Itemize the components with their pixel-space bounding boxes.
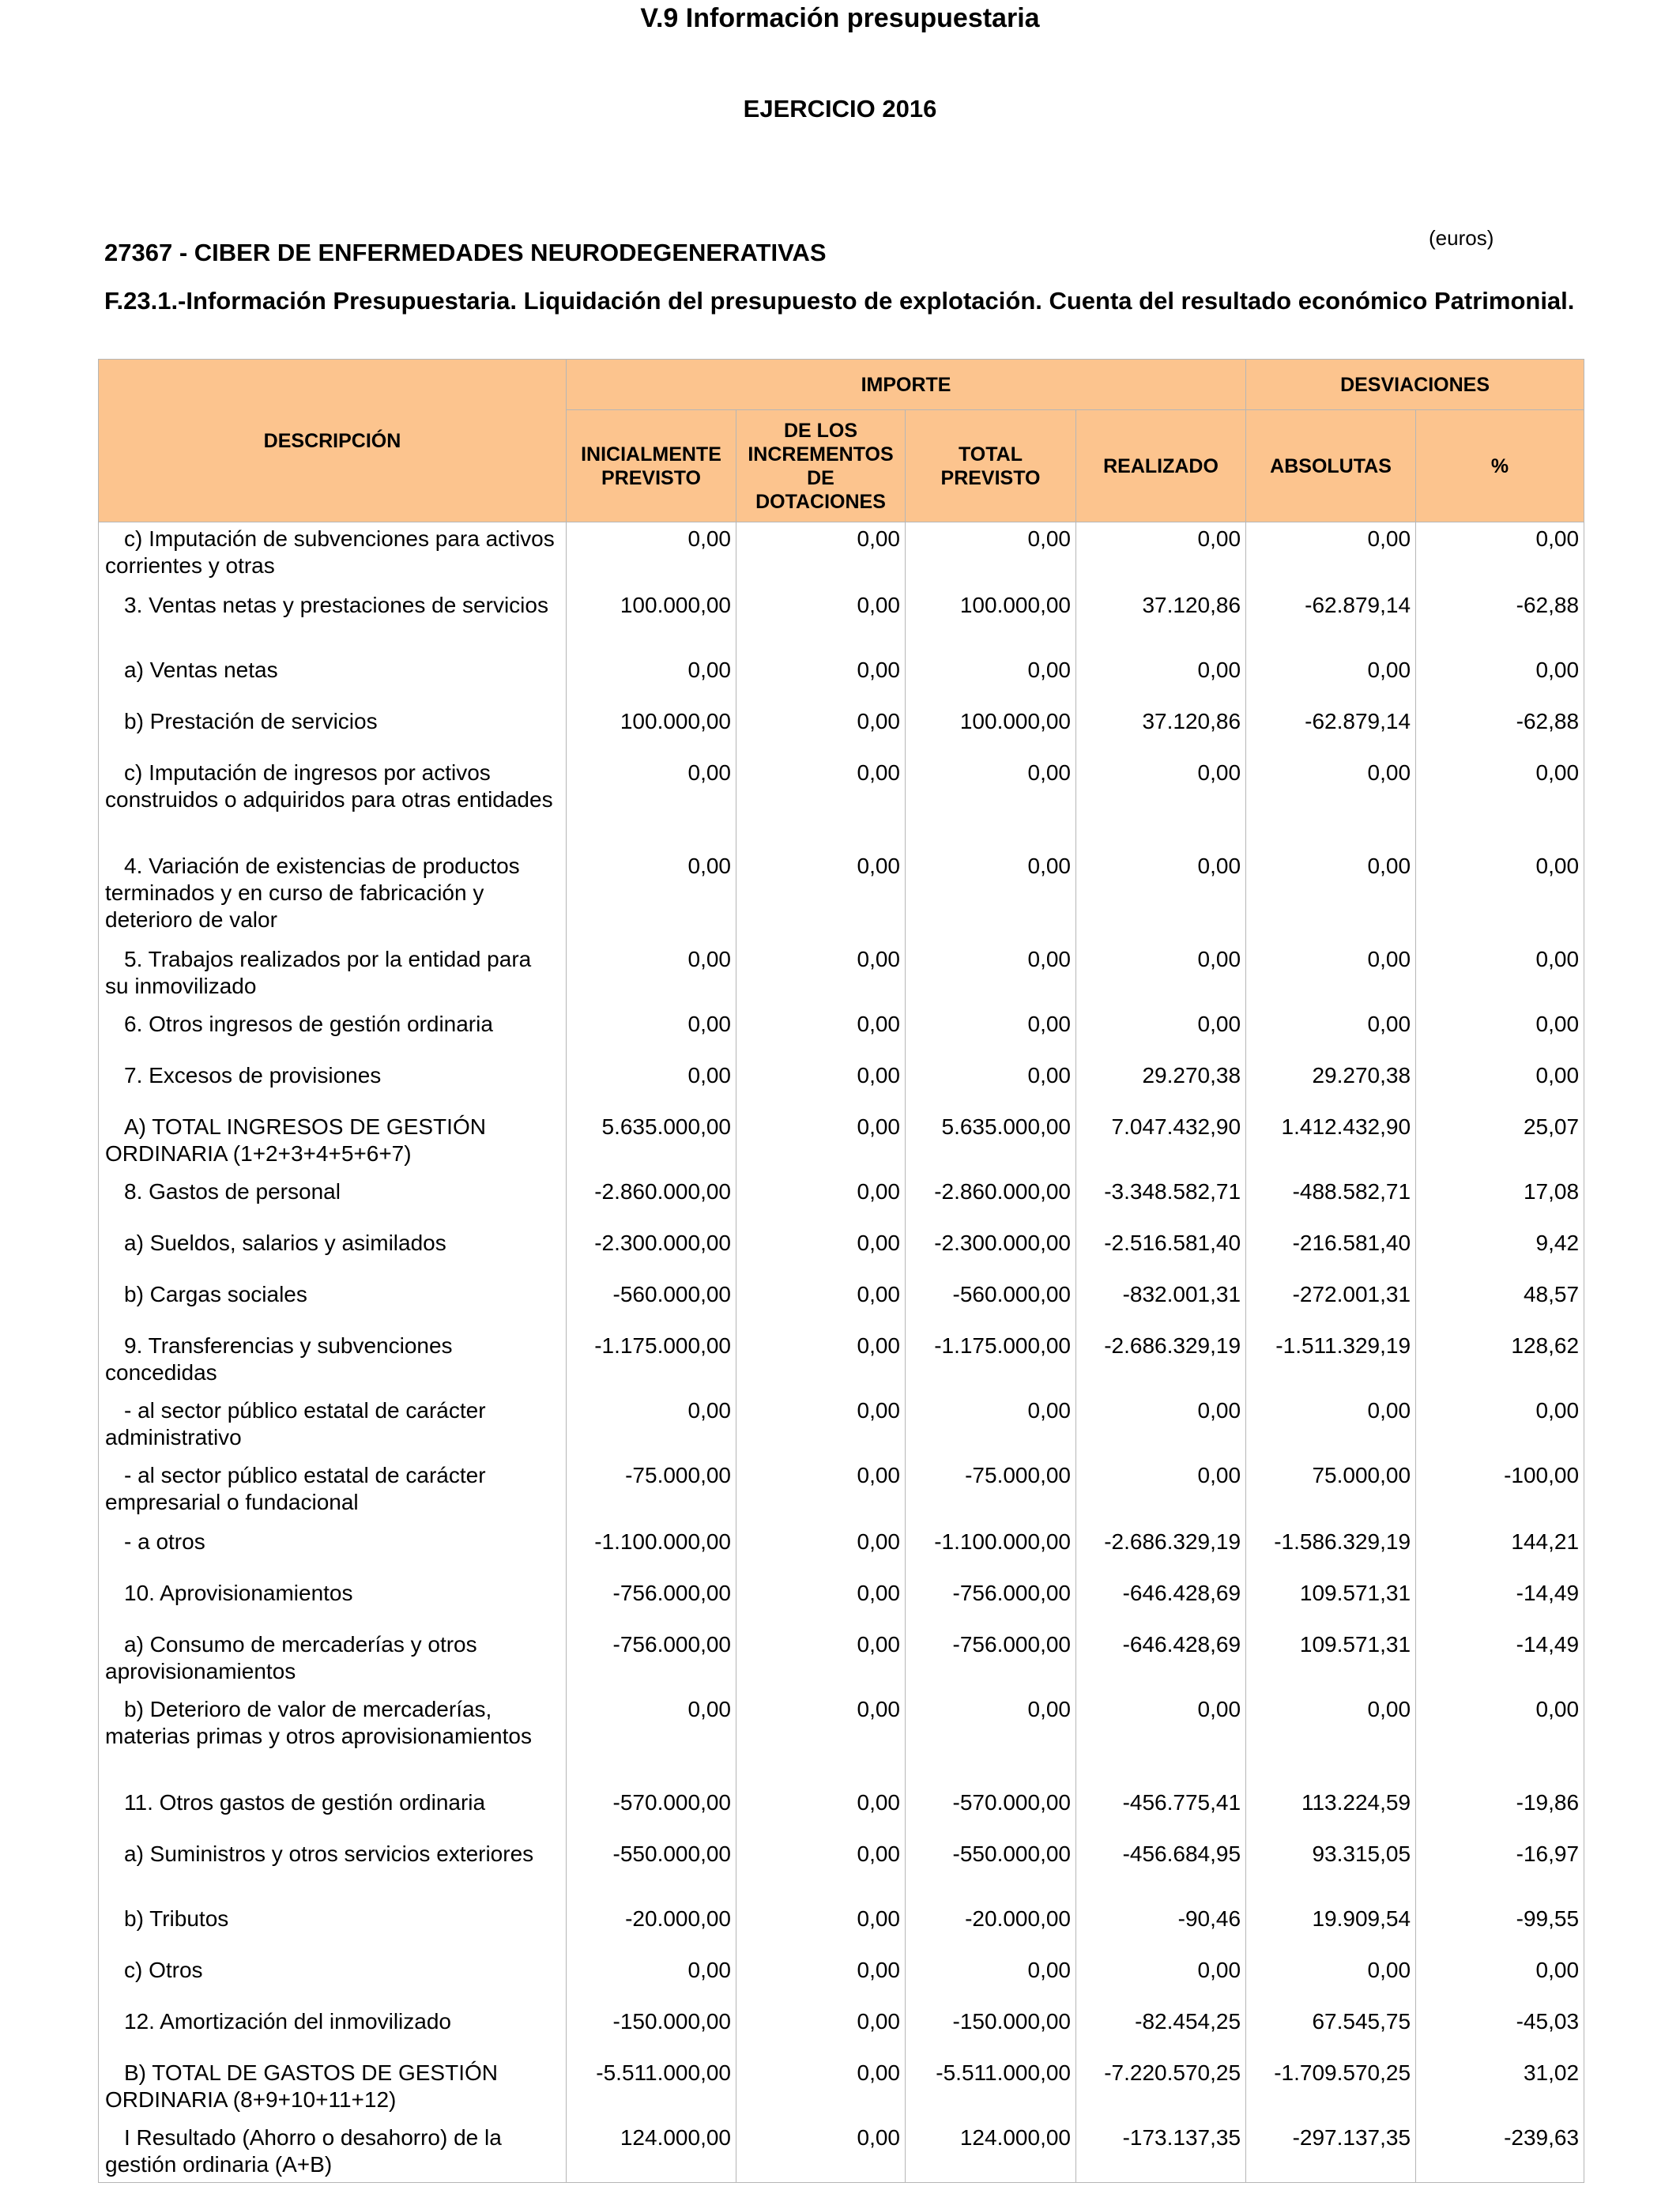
table-row bbox=[99, 1175, 1584, 1227]
cell-inicial: -2.300.000,00 bbox=[567, 1227, 736, 1278]
cell-realizado: 0,00 bbox=[1076, 943, 1246, 1008]
cell-absolutas: -1.586.329,19 bbox=[1246, 1525, 1416, 1577]
cell-pct: 0,00 bbox=[1416, 850, 1584, 943]
row-description: - al sector público estatal de carácter administrativo bbox=[99, 1394, 567, 1459]
cell-absolutas: -1.511.329,19 bbox=[1246, 1329, 1416, 1394]
cell-realizado: -2.686.329,19 bbox=[1076, 1525, 1246, 1577]
cell-absolutas: 67.545,75 bbox=[1246, 2005, 1416, 2056]
table-row bbox=[99, 756, 1584, 850]
cell-inicial: 100.000,00 bbox=[567, 589, 736, 654]
cell-absolutas: 109.571,31 bbox=[1246, 1577, 1416, 1628]
table-row bbox=[99, 1394, 1584, 1459]
cell-total: -75.000,00 bbox=[906, 1459, 1076, 1525]
cell-absolutas: -62.879,14 bbox=[1246, 705, 1416, 756]
cell-absolutas: 0,00 bbox=[1246, 1394, 1416, 1459]
cell-pct: 0,00 bbox=[1416, 1008, 1584, 1059]
cell-inicial: 0,00 bbox=[567, 1954, 736, 2005]
table-row bbox=[99, 1577, 1584, 1628]
cell-inicial: 124.000,00 bbox=[567, 2121, 736, 2183]
cell-inicial: -5.511.000,00 bbox=[567, 2056, 736, 2121]
cell-realizado: -82.454,25 bbox=[1076, 2005, 1246, 2056]
cell-inicial: 0,00 bbox=[567, 1008, 736, 1059]
col-header-realizado: REALIZADO bbox=[1076, 410, 1246, 522]
cell-pct: 144,21 bbox=[1416, 1525, 1584, 1577]
cell-inicial: 0,00 bbox=[567, 1059, 736, 1110]
table-row bbox=[99, 589, 1584, 654]
cell-absolutas: 0,00 bbox=[1246, 756, 1416, 850]
table-header bbox=[99, 360, 1584, 522]
row-description: - al sector público estatal de carácter empresarial o fundacional bbox=[99, 1459, 567, 1525]
cell-pct: 48,57 bbox=[1416, 1278, 1584, 1329]
cell-incrementos: 0,00 bbox=[736, 1628, 906, 1693]
cell-pct: -14,49 bbox=[1416, 1628, 1584, 1693]
cell-realizado: -90,46 bbox=[1076, 1902, 1246, 1954]
table-row bbox=[99, 2005, 1584, 2056]
cell-total: 124.000,00 bbox=[906, 2121, 1076, 2183]
cell-pct: -14,49 bbox=[1416, 1577, 1584, 1628]
row-description: 5. Trabajos realizados por la entidad para su inmovilizado bbox=[99, 943, 567, 1008]
cell-absolutas: 0,00 bbox=[1246, 1693, 1416, 1786]
row-description: b) Prestación de servicios bbox=[99, 705, 567, 756]
cell-realizado: -646.428,69 bbox=[1076, 1628, 1246, 1693]
cell-absolutas: -488.582,71 bbox=[1246, 1175, 1416, 1227]
row-description: 6. Otros ingresos de gestión ordinaria bbox=[99, 1008, 567, 1059]
cell-total: -150.000,00 bbox=[906, 2005, 1076, 2056]
cell-incrementos: 0,00 bbox=[736, 1577, 906, 1628]
cell-inicial: -1.100.000,00 bbox=[567, 1525, 736, 1577]
cell-inicial: -150.000,00 bbox=[567, 2005, 736, 2056]
cell-inicial: 0,00 bbox=[567, 1394, 736, 1459]
cell-realizado: 0,00 bbox=[1076, 1954, 1246, 2005]
cell-realizado: 0,00 bbox=[1076, 850, 1246, 943]
cell-inicial: 0,00 bbox=[567, 1693, 736, 1786]
cell-pct: 0,00 bbox=[1416, 943, 1584, 1008]
row-description: B) TOTAL DE GASTOS DE GESTIÓN ORDINARIA (8+9+10+11+12) bbox=[99, 2056, 567, 2121]
cell-total: 0,00 bbox=[906, 522, 1076, 589]
cell-absolutas: 0,00 bbox=[1246, 850, 1416, 943]
table-row bbox=[99, 654, 1584, 705]
row-description: a) Consumo de mercaderías y otros aprovisionamientos bbox=[99, 1628, 567, 1693]
cell-pct: -62,88 bbox=[1416, 589, 1584, 654]
row-description: 7. Excesos de provisiones bbox=[99, 1059, 567, 1110]
cell-realizado: 0,00 bbox=[1076, 1008, 1246, 1059]
entity-name: 27367 - CIBER DE ENFERMEDADES NEURODEGENERATIVAS bbox=[104, 239, 827, 266]
table-body bbox=[99, 522, 1584, 2183]
row-description: c) Otros bbox=[99, 1954, 567, 2005]
cell-absolutas: -216.581,40 bbox=[1246, 1227, 1416, 1278]
cell-pct: 0,00 bbox=[1416, 1394, 1584, 1459]
cell-incrementos: 0,00 bbox=[736, 705, 906, 756]
table-row bbox=[99, 1227, 1584, 1278]
cell-total: -1.100.000,00 bbox=[906, 1525, 1076, 1577]
cell-realizado: -2.516.581,40 bbox=[1076, 1227, 1246, 1278]
cell-incrementos: 0,00 bbox=[736, 1278, 906, 1329]
cell-pct: 0,00 bbox=[1416, 1693, 1584, 1786]
cell-pct: 0,00 bbox=[1416, 654, 1584, 705]
table-row bbox=[99, 1459, 1584, 1525]
table-row bbox=[99, 1525, 1584, 1577]
cell-total: -560.000,00 bbox=[906, 1278, 1076, 1329]
cell-incrementos: 0,00 bbox=[736, 1525, 906, 1577]
cell-inicial: 0,00 bbox=[567, 654, 736, 705]
cell-absolutas: -272.001,31 bbox=[1246, 1278, 1416, 1329]
form-title: F.23.1.-Información Presupuestaria. Liquidación del presupuesto de explotación. Cuenta del resultado económico Patrimonial. bbox=[104, 287, 1575, 315]
row-description: a) Suministros y otros servicios exteriores bbox=[99, 1838, 567, 1902]
cell-inicial: 0,00 bbox=[567, 756, 736, 850]
cell-pct: 9,42 bbox=[1416, 1227, 1584, 1278]
cell-incrementos: 0,00 bbox=[736, 1693, 906, 1786]
cell-pct: -16,97 bbox=[1416, 1838, 1584, 1902]
cell-total: -2.300.000,00 bbox=[906, 1227, 1076, 1278]
table-row bbox=[99, 705, 1584, 756]
cell-total: 0,00 bbox=[906, 943, 1076, 1008]
col-header-incrementos: DE LOS INCREMENTOS DE DOTACIONES bbox=[736, 410, 906, 522]
cell-total: 0,00 bbox=[906, 1954, 1076, 2005]
table-row bbox=[99, 1110, 1584, 1175]
cell-absolutas: 75.000,00 bbox=[1246, 1459, 1416, 1525]
table-row bbox=[99, 2056, 1584, 2121]
table-row bbox=[99, 1059, 1584, 1110]
cell-incrementos: 0,00 bbox=[736, 1329, 906, 1394]
row-description: 11. Otros gastos de gestión ordinaria bbox=[99, 1786, 567, 1838]
cell-incrementos: 0,00 bbox=[736, 654, 906, 705]
col-header-total: TOTAL PREVISTO bbox=[906, 410, 1076, 522]
cell-pct: 25,07 bbox=[1416, 1110, 1584, 1175]
cell-total: 100.000,00 bbox=[906, 589, 1076, 654]
cell-absolutas: 109.571,31 bbox=[1246, 1628, 1416, 1693]
cell-incrementos: 0,00 bbox=[736, 1175, 906, 1227]
row-description: 12. Amortización del inmovilizado bbox=[99, 2005, 567, 2056]
row-description: A) TOTAL INGRESOS DE GESTIÓN ORDINARIA (1+2+3+4+5+6+7) bbox=[99, 1110, 567, 1175]
cell-incrementos: 0,00 bbox=[736, 522, 906, 589]
cell-inicial: -1.175.000,00 bbox=[567, 1329, 736, 1394]
cell-inicial: -570.000,00 bbox=[567, 1786, 736, 1838]
cell-realizado: -2.686.329,19 bbox=[1076, 1329, 1246, 1394]
cell-realizado: 7.047.432,90 bbox=[1076, 1110, 1246, 1175]
budget-table bbox=[98, 359, 1584, 2183]
table-row bbox=[99, 943, 1584, 1008]
table-row bbox=[99, 1628, 1584, 1693]
cell-total: 0,00 bbox=[906, 850, 1076, 943]
exercise-title: EJERCICIO 2016 bbox=[743, 95, 937, 123]
cell-absolutas: 19.909,54 bbox=[1246, 1902, 1416, 1954]
cell-pct: -99,55 bbox=[1416, 1902, 1584, 1954]
col-group-importe: IMPORTE bbox=[567, 360, 1246, 410]
cell-absolutas: 0,00 bbox=[1246, 943, 1416, 1008]
cell-incrementos: 0,00 bbox=[736, 1394, 906, 1459]
units-label: (euros) bbox=[1429, 226, 1494, 250]
col-header-inicial: INICIALMENTE PREVISTO bbox=[567, 410, 736, 522]
col-group-desviaciones: DESVIACIONES bbox=[1246, 360, 1584, 410]
cell-incrementos: 0,00 bbox=[736, 1786, 906, 1838]
cell-realizado: -456.684,95 bbox=[1076, 1838, 1246, 1902]
table-row bbox=[99, 1329, 1584, 1394]
page-title: V.9 Información presupuestaria bbox=[640, 3, 1040, 33]
cell-incrementos: 0,00 bbox=[736, 1227, 906, 1278]
cell-pct: 17,08 bbox=[1416, 1175, 1584, 1227]
cell-total: -20.000,00 bbox=[906, 1902, 1076, 1954]
row-description: 4. Variación de existencias de productos terminados y en curso de fabricación y deterioro de valor bbox=[99, 850, 567, 943]
cell-incrementos: 0,00 bbox=[736, 1110, 906, 1175]
cell-total: -756.000,00 bbox=[906, 1628, 1076, 1693]
cell-incrementos: 0,00 bbox=[736, 1902, 906, 1954]
cell-total: -756.000,00 bbox=[906, 1577, 1076, 1628]
cell-pct: -62,88 bbox=[1416, 705, 1584, 756]
cell-inicial: -75.000,00 bbox=[567, 1459, 736, 1525]
cell-pct: 31,02 bbox=[1416, 2056, 1584, 2121]
cell-absolutas: 0,00 bbox=[1246, 522, 1416, 589]
cell-pct: 0,00 bbox=[1416, 522, 1584, 589]
row-description: b) Cargas sociales bbox=[99, 1278, 567, 1329]
table-row bbox=[99, 1902, 1584, 1954]
row-description: c) Imputación de ingresos por activos construidos o adquiridos para otras entidades bbox=[99, 756, 567, 850]
cell-absolutas: 29.270,38 bbox=[1246, 1059, 1416, 1110]
row-description: - a otros bbox=[99, 1525, 567, 1577]
cell-inicial: 0,00 bbox=[567, 943, 736, 1008]
row-description: 9. Transferencias y subvenciones concedidas bbox=[99, 1329, 567, 1394]
cell-realizado: 0,00 bbox=[1076, 522, 1246, 589]
row-description: a) Ventas netas bbox=[99, 654, 567, 705]
cell-incrementos: 0,00 bbox=[736, 943, 906, 1008]
cell-realizado: 0,00 bbox=[1076, 1693, 1246, 1786]
cell-pct: 128,62 bbox=[1416, 1329, 1584, 1394]
cell-inicial: 5.635.000,00 bbox=[567, 1110, 736, 1175]
cell-incrementos: 0,00 bbox=[736, 850, 906, 943]
cell-inicial: -20.000,00 bbox=[567, 1902, 736, 1954]
cell-realizado: -173.137,35 bbox=[1076, 2121, 1246, 2183]
cell-absolutas: -1.709.570,25 bbox=[1246, 2056, 1416, 2121]
cell-pct: 0,00 bbox=[1416, 1954, 1584, 2005]
cell-realizado: 0,00 bbox=[1076, 1459, 1246, 1525]
cell-incrementos: 0,00 bbox=[736, 1838, 906, 1902]
table-row bbox=[99, 1008, 1584, 1059]
cell-incrementos: 0,00 bbox=[736, 2056, 906, 2121]
cell-inicial: 0,00 bbox=[567, 522, 736, 589]
row-description: b) Tributos bbox=[99, 1902, 567, 1954]
cell-total: 5.635.000,00 bbox=[906, 1110, 1076, 1175]
cell-absolutas: -297.137,35 bbox=[1246, 2121, 1416, 2183]
cell-absolutas: -62.879,14 bbox=[1246, 589, 1416, 654]
cell-absolutas: 113.224,59 bbox=[1246, 1786, 1416, 1838]
cell-inicial: -756.000,00 bbox=[567, 1628, 736, 1693]
row-description: 8. Gastos de personal bbox=[99, 1175, 567, 1227]
table-row bbox=[99, 1954, 1584, 2005]
cell-realizado: -7.220.570,25 bbox=[1076, 2056, 1246, 2121]
cell-inicial: 0,00 bbox=[567, 850, 736, 943]
cell-absolutas: 1.412.432,90 bbox=[1246, 1110, 1416, 1175]
cell-realizado: -646.428,69 bbox=[1076, 1577, 1246, 1628]
cell-incrementos: 0,00 bbox=[736, 2005, 906, 2056]
table-row bbox=[99, 1786, 1584, 1838]
row-description: c) Imputación de subvenciones para activos corrientes y otras bbox=[99, 522, 567, 589]
row-description: 10. Aprovisionamientos bbox=[99, 1577, 567, 1628]
cell-absolutas: 93.315,05 bbox=[1246, 1838, 1416, 1902]
cell-total: -1.175.000,00 bbox=[906, 1329, 1076, 1394]
cell-realizado: -832.001,31 bbox=[1076, 1278, 1246, 1329]
cell-total: 0,00 bbox=[906, 654, 1076, 705]
cell-incrementos: 0,00 bbox=[736, 2121, 906, 2183]
cell-realizado: -3.348.582,71 bbox=[1076, 1175, 1246, 1227]
cell-absolutas: 0,00 bbox=[1246, 1008, 1416, 1059]
table-row bbox=[99, 1278, 1584, 1329]
cell-total: -550.000,00 bbox=[906, 1838, 1076, 1902]
cell-absolutas: 0,00 bbox=[1246, 1954, 1416, 2005]
col-header-descripcion: DESCRIPCIÓN bbox=[99, 360, 567, 522]
cell-realizado: -456.775,41 bbox=[1076, 1786, 1246, 1838]
cell-total: 0,00 bbox=[906, 1008, 1076, 1059]
cell-realizado: 37.120,86 bbox=[1076, 589, 1246, 654]
cell-incrementos: 0,00 bbox=[736, 1059, 906, 1110]
cell-total: 0,00 bbox=[906, 1394, 1076, 1459]
col-header-pct: % bbox=[1416, 410, 1584, 522]
cell-pct: 0,00 bbox=[1416, 756, 1584, 850]
cell-total: 100.000,00 bbox=[906, 705, 1076, 756]
table-row bbox=[99, 522, 1584, 589]
cell-total: -2.860.000,00 bbox=[906, 1175, 1076, 1227]
table-row bbox=[99, 1693, 1584, 1786]
cell-inicial: -550.000,00 bbox=[567, 1838, 736, 1902]
cell-realizado: 0,00 bbox=[1076, 756, 1246, 850]
table-row bbox=[99, 1838, 1584, 1902]
row-description: I Resultado (Ahorro o desahorro) de la gestión ordinaria (A+B) bbox=[99, 2121, 567, 2183]
cell-incrementos: 0,00 bbox=[736, 589, 906, 654]
cell-pct: -45,03 bbox=[1416, 2005, 1584, 2056]
cell-pct: 0,00 bbox=[1416, 1059, 1584, 1110]
row-description: b) Deterioro de valor de mercaderías, materias primas y otros aprovisionamientos bbox=[99, 1693, 567, 1786]
cell-pct: -19,86 bbox=[1416, 1786, 1584, 1838]
cell-total: 0,00 bbox=[906, 1693, 1076, 1786]
cell-pct: -239,63 bbox=[1416, 2121, 1584, 2183]
cell-incrementos: 0,00 bbox=[736, 756, 906, 850]
cell-incrementos: 0,00 bbox=[736, 1954, 906, 2005]
cell-realizado: 0,00 bbox=[1076, 654, 1246, 705]
cell-total: 0,00 bbox=[906, 756, 1076, 850]
cell-incrementos: 0,00 bbox=[736, 1008, 906, 1059]
cell-inicial: -560.000,00 bbox=[567, 1278, 736, 1329]
cell-pct: -100,00 bbox=[1416, 1459, 1584, 1525]
cell-inicial: -2.860.000,00 bbox=[567, 1175, 736, 1227]
cell-inicial: 100.000,00 bbox=[567, 705, 736, 756]
cell-realizado: 37.120,86 bbox=[1076, 705, 1246, 756]
cell-inicial: -756.000,00 bbox=[567, 1577, 736, 1628]
cell-total: 0,00 bbox=[906, 1059, 1076, 1110]
row-description: a) Sueldos, salarios y asimilados bbox=[99, 1227, 567, 1278]
row-description: 3. Ventas netas y prestaciones de servicios bbox=[99, 589, 567, 654]
cell-absolutas: 0,00 bbox=[1246, 654, 1416, 705]
cell-total: -570.000,00 bbox=[906, 1786, 1076, 1838]
cell-realizado: 0,00 bbox=[1076, 1394, 1246, 1459]
table-row bbox=[99, 2121, 1584, 2183]
cell-realizado: 29.270,38 bbox=[1076, 1059, 1246, 1110]
col-header-absolutas: ABSOLUTAS bbox=[1246, 410, 1416, 522]
table-row bbox=[99, 850, 1584, 943]
cell-incrementos: 0,00 bbox=[736, 1459, 906, 1525]
cell-total: -5.511.000,00 bbox=[906, 2056, 1076, 2121]
